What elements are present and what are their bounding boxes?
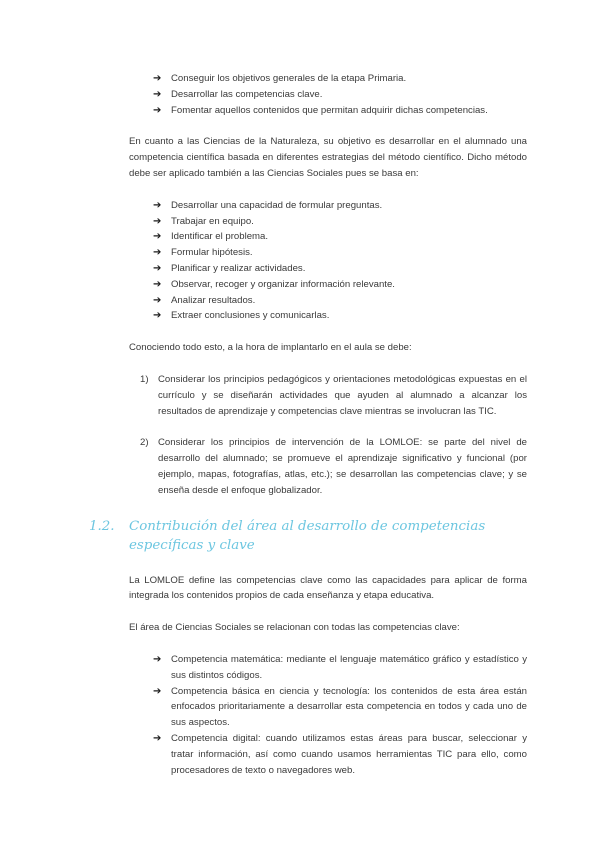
- paragraph-conociendo: Conociendo todo esto, a la hora de implantarlo en el aula se debe:: [129, 342, 412, 354]
- list-item-text: Competencia digital: cuando utilizamos estas áreas para buscar, seleccionar y tratar información, así como cuando usamos herramientas TIC para ello, como procesadores de texto o navegadores web.: [171, 732, 527, 776]
- list-item-text: Fomentar aquellos contenidos que permitan adquirir dichas competencias.: [171, 104, 488, 116]
- list-item: [153, 198, 527, 214]
- arrow-right-icon: ➔: [153, 278, 162, 290]
- arrow-right-icon: ➔: [153, 231, 162, 243]
- section-heading: [89, 517, 527, 555]
- scientific-method-list: [129, 198, 527, 324]
- list-item-text: Formular hipótesis.: [171, 247, 253, 259]
- numbered-list: [129, 372, 527, 499]
- list-item: [153, 87, 527, 103]
- list-item: [153, 229, 527, 245]
- arrow-right-icon: ➔: [153, 653, 162, 665]
- arrow-right-icon: ➔: [153, 310, 162, 322]
- arrow-right-icon: ➔: [153, 104, 162, 116]
- numbered-item: [140, 435, 527, 498]
- arrow-right-icon: ➔: [153, 199, 162, 211]
- list-item-text: Extraer conclusiones y comunicarlas.: [171, 310, 330, 322]
- arrow-right-icon: ➔: [153, 685, 162, 697]
- list-item-text: Conseguir los objetivos generales de la etapa Primaria.: [171, 73, 407, 84]
- list-item-text: Trabajar en equipo.: [171, 215, 254, 227]
- arrow-right-icon: ➔: [153, 247, 162, 259]
- number-marker: 2): [140, 437, 149, 449]
- list-item: [153, 103, 527, 119]
- list-item: [153, 308, 527, 324]
- arrow-right-icon: ➔: [153, 73, 162, 84]
- arrow-right-icon: ➔: [153, 215, 162, 227]
- competencies-list: [129, 652, 527, 778]
- objectives-list: [129, 71, 527, 118]
- numbered-item-text: Considerar los principios de intervención de la LOMLOE: se parte del nivel de desarrollo del alumnado; se promueve el aprendizaje significativo y funcional (por ejemplo, mapas, fotografías, atlas, etc.); se desarrollan las competencias clave; y se enseña desde el enfoque globalizador.: [158, 437, 527, 496]
- paragraph-ciencias: En cuanto a las Ciencias de la Naturaleza, su objetivo es desarrollar en el alumnado una competencia científica basada en diferentes estrategias del método científico. Dicho método debe ser aplicado también a las Ciencias Sociales pues se basa en:: [129, 136, 527, 179]
- paragraph-area: El área de Ciencias Sociales se relacionan con todas las competencias clave:: [129, 622, 460, 634]
- list-item: [153, 245, 527, 261]
- list-item: [153, 293, 527, 309]
- section-title: Contribución del área al desarrollo de competencias específicas y clave: [129, 518, 486, 553]
- list-item-text: Competencia básica en ciencia y tecnología: los contenidos de esta área están enfocados prioritariamente a desarrollar esta competencia en todos y cada uno de sus aspectos.: [171, 685, 527, 729]
- arrow-right-icon: ➔: [153, 294, 162, 306]
- list-item: [153, 684, 527, 731]
- list-item: [153, 261, 527, 277]
- page-content: [89, 71, 527, 778]
- list-item: [153, 71, 527, 87]
- list-item-text: Analizar resultados.: [171, 294, 256, 306]
- list-item-text: Desarrollar una capacidad de formular preguntas.: [171, 199, 383, 211]
- number-marker: 1): [140, 373, 149, 385]
- list-item-text: Identificar el problema.: [171, 231, 269, 243]
- list-item: [153, 652, 527, 684]
- arrow-right-icon: ➔: [153, 88, 162, 100]
- arrow-right-icon: ➔: [153, 262, 162, 274]
- list-item: [153, 277, 527, 293]
- paragraph-lomloe: La LOMLOE define las competencias clave como las capacidades para aplicar de forma integrada los contenidos propios de cada enseñanza y etapa educativa.: [129, 574, 527, 602]
- arrow-right-icon: ➔: [153, 732, 162, 744]
- list-item-text: Competencia matemática: mediante el lenguaje matemático gráfico y estadístico y sus distintos códigos.: [171, 653, 527, 681]
- list-item-text: Observar, recoger y organizar información relevante.: [171, 278, 395, 290]
- numbered-item-text: Considerar los principios pedagógicos y orientaciones metodológicas expuestas en el currículo y se diseñarán actividades que ayuden al alumnado a alcanzar los resultados de aprendizaje y competencias clave mientras se involucran las TIC.: [158, 373, 527, 417]
- list-item: [153, 214, 527, 230]
- section-number: 1.2.: [89, 518, 115, 534]
- list-item: [153, 731, 527, 778]
- list-item-text: Planificar y realizar actividades.: [171, 262, 306, 274]
- list-item-text: Desarrollar las competencias clave.: [171, 88, 323, 100]
- numbered-item: [140, 372, 527, 419]
